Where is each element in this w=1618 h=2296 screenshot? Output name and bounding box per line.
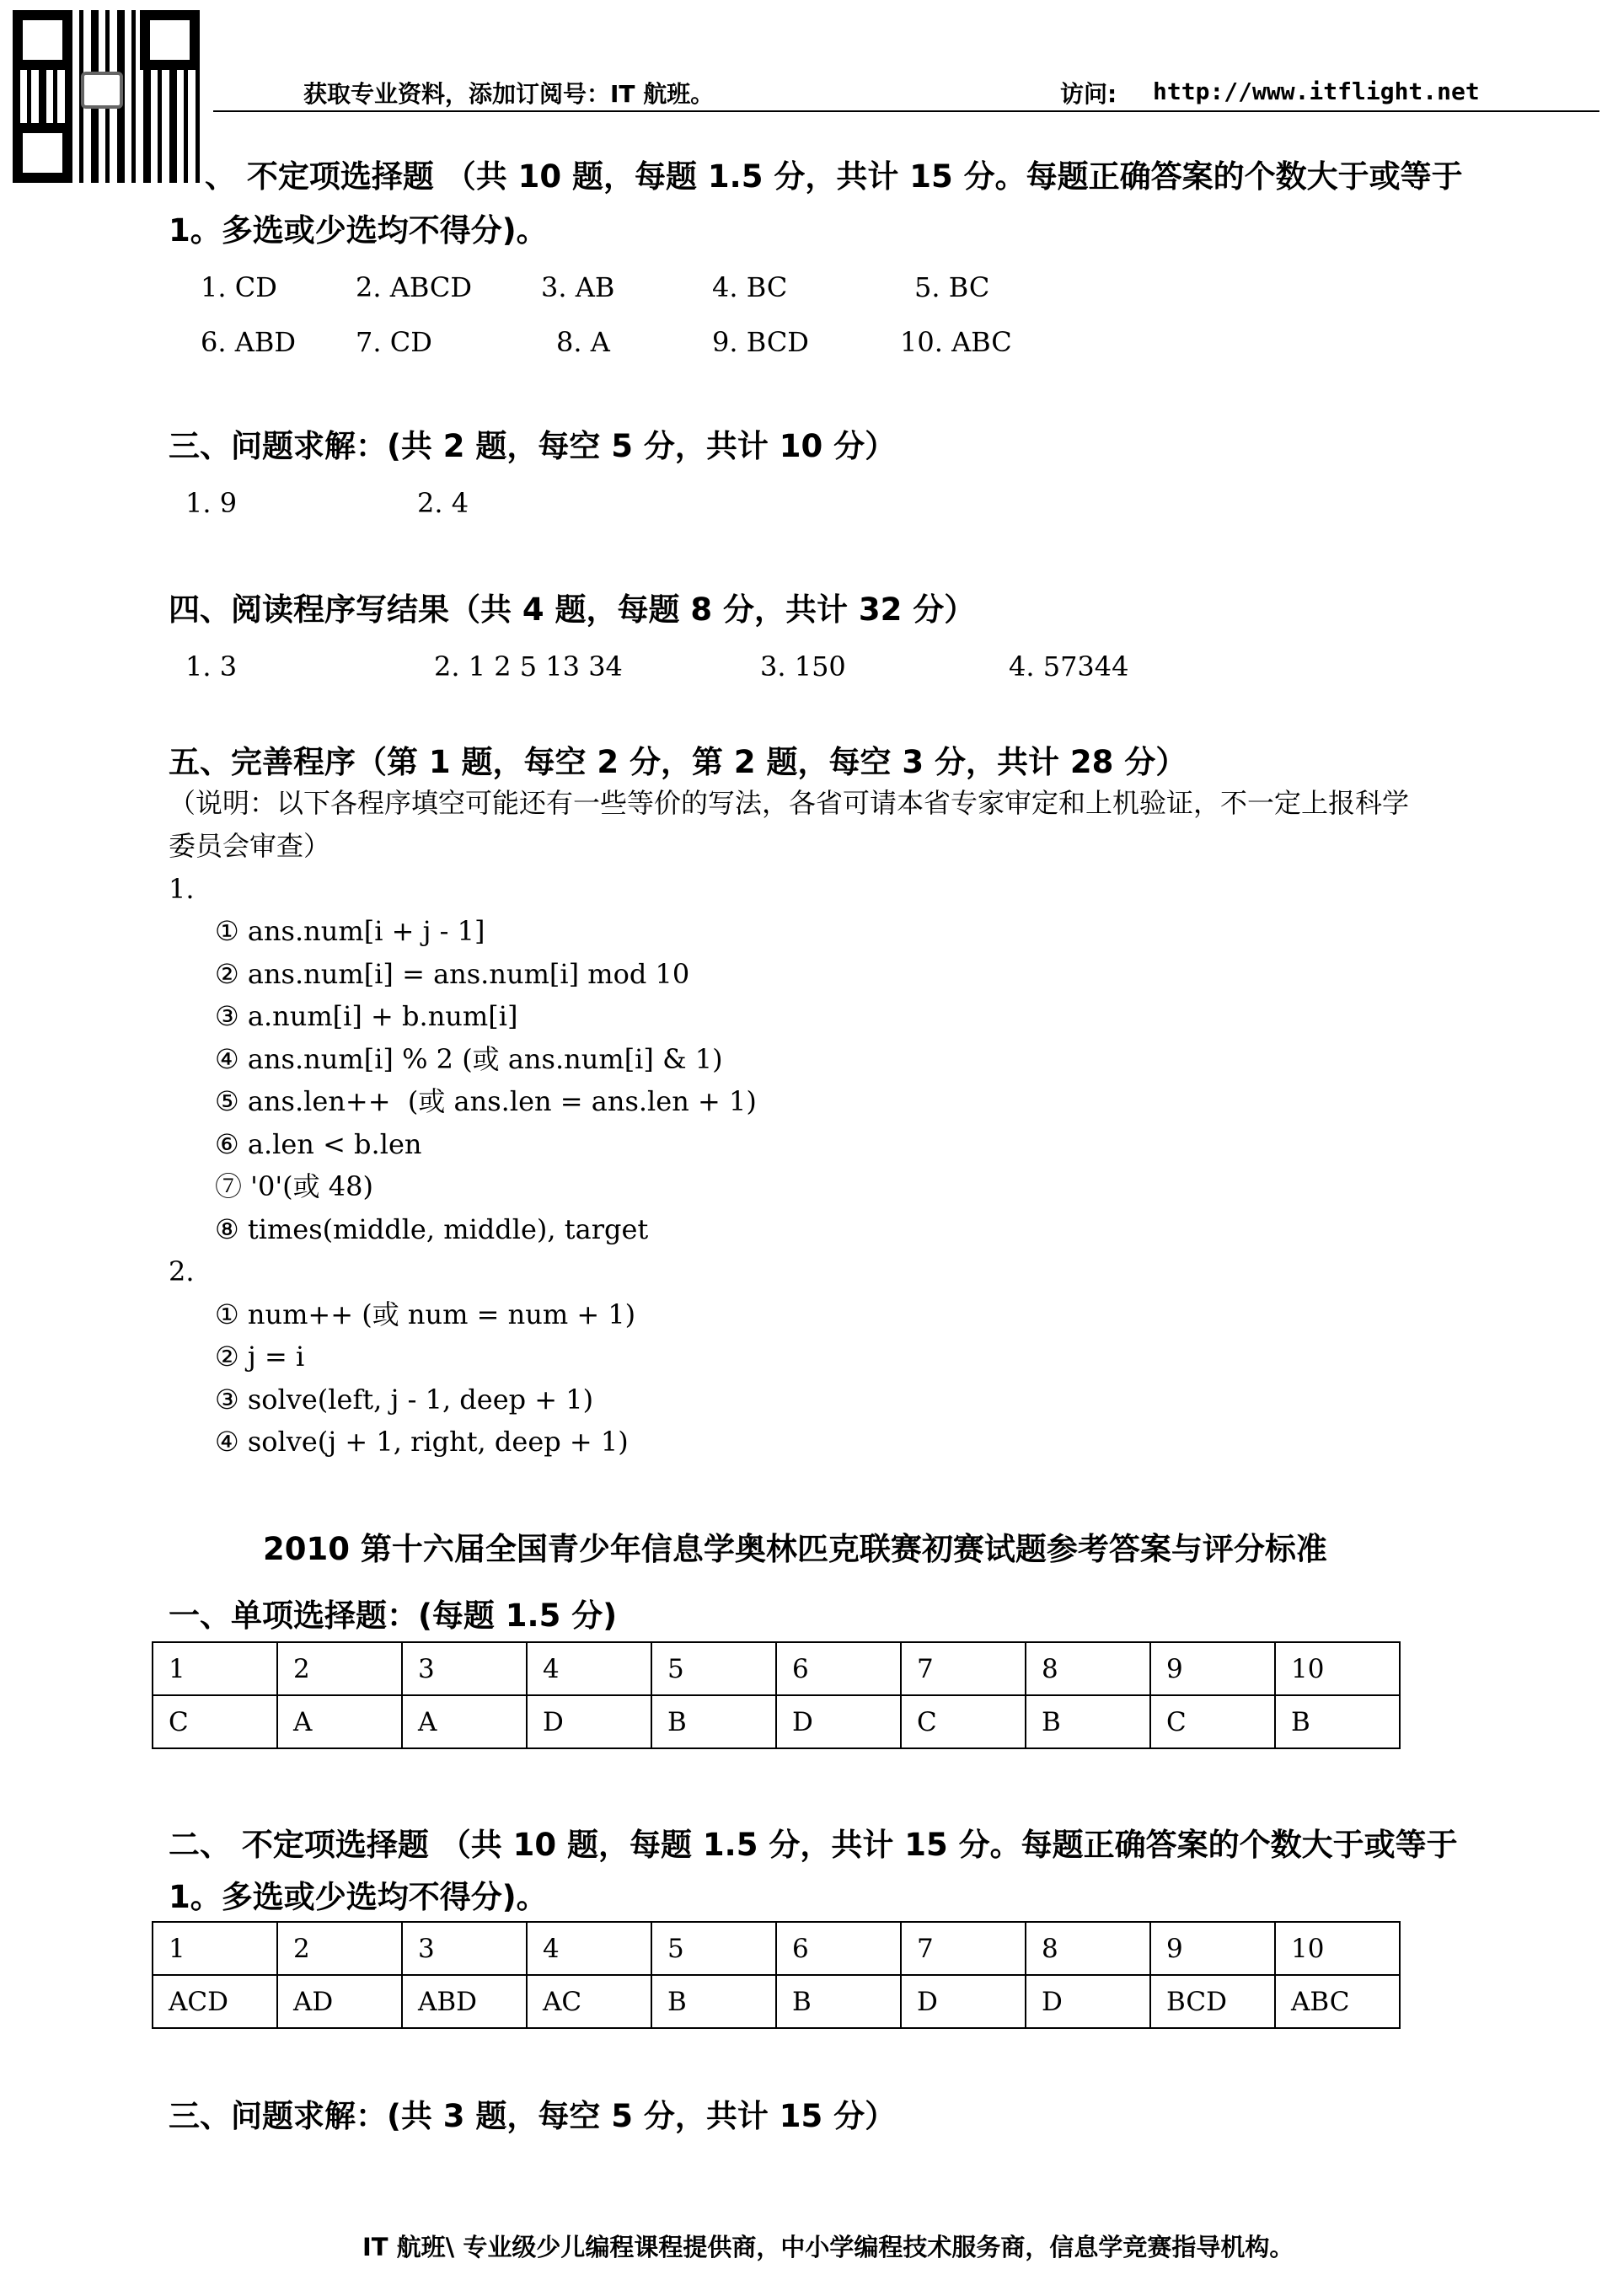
table-cell: ABC bbox=[1275, 1975, 1400, 2028]
program-1-blank: ① ans.num[i + j - 1] bbox=[215, 915, 485, 947]
table-cell: B bbox=[651, 1975, 776, 2028]
table-cell: ACD bbox=[153, 1975, 277, 2028]
multi-choice-heading-line1: 二、 不定项选择题 （共 10 题，每题 1.5 分，共计 15 分。每题正确答案的个数大于或等于 bbox=[169, 1827, 1458, 1863]
table-cell: 3 bbox=[402, 1922, 527, 1975]
table-row bbox=[153, 1642, 1400, 1695]
table-cell: 10 bbox=[1275, 1642, 1400, 1695]
answer-item: 4. 57344 bbox=[1009, 650, 1129, 682]
table-cell: D bbox=[901, 1975, 1026, 2028]
table-cell: C bbox=[901, 1695, 1026, 1748]
table-cell: ABD bbox=[402, 1975, 527, 2028]
table-cell: 7 bbox=[901, 1922, 1026, 1975]
header-subscribe-text: 获取专业资料，添加订阅号：IT 航班。 bbox=[303, 80, 715, 108]
answer-item: 7. CD bbox=[356, 326, 432, 358]
table-cell: D bbox=[527, 1695, 651, 1748]
single-choice-heading: 一、单项选择题：(每题 1.5 分) bbox=[169, 1598, 618, 1634]
section-5-heading: 五、完善程序（第 1 题，每空 2 分，第 2 题，每空 3 分，共计 28 分） bbox=[169, 744, 1187, 780]
header-visit-label: 访问: bbox=[1060, 80, 1117, 108]
program-2-blank: ② j = i bbox=[215, 1341, 305, 1373]
program-2-blank: ① num++ (或 num = num + 1) bbox=[215, 1298, 636, 1330]
program-1-blank: ⑤ ans.len++ (或 ans.len = ans.len + 1) bbox=[215, 1085, 757, 1117]
problem-solving-heading: 三、问题求解：(共 3 题，每空 5 分，共计 15 分） bbox=[169, 2098, 897, 2134]
table-cell: B bbox=[651, 1695, 776, 1748]
header-url-link[interactable]: http://www.itflight.net bbox=[1153, 78, 1480, 105]
table-cell: D bbox=[776, 1695, 901, 1748]
answer-item: 1. 9 bbox=[185, 487, 238, 519]
table-row bbox=[153, 1975, 1400, 2028]
answer-item: 10. ABC bbox=[900, 326, 1012, 358]
table-cell: 5 bbox=[651, 1642, 776, 1695]
table-cell: BCD bbox=[1150, 1975, 1275, 2028]
table-cell: 1 bbox=[153, 1922, 277, 1975]
table-cell: B bbox=[776, 1975, 901, 2028]
table-row bbox=[153, 1695, 1400, 1748]
program-1-blank: ③ a.num[i] + b.num[i] bbox=[215, 1000, 518, 1032]
answer-item: 4. BC bbox=[712, 271, 788, 303]
program-1-blank: ② ans.num[i] = ans.num[i] mod 10 bbox=[215, 958, 690, 990]
program-1-blank: ⑧ times(middle, middle), target bbox=[215, 1213, 649, 1245]
answer-item: 9. BCD bbox=[712, 326, 809, 358]
answer-item: 3. AB bbox=[541, 271, 615, 303]
table-cell: 9 bbox=[1150, 1922, 1275, 1975]
program-1-label: 1. bbox=[169, 873, 195, 905]
single-choice-answer-table bbox=[152, 1641, 1401, 1749]
table-cell: 9 bbox=[1150, 1642, 1275, 1695]
table-cell: AC bbox=[527, 1975, 651, 2028]
answer-item: 2. ABCD bbox=[356, 271, 473, 303]
program-2-blank: ③ solve(left, j - 1, deep + 1) bbox=[215, 1383, 594, 1416]
section-5-note-line1: （说明：以下各程序填空可能还有一些等价的写法，各省可请本省专家审定和上机验证，不一定上报科学 bbox=[169, 787, 1410, 819]
table-cell: 1 bbox=[153, 1642, 277, 1695]
section-3-heading: 三、问题求解：(共 2 题，每空 5 分，共计 10 分） bbox=[169, 428, 897, 464]
table-cell: D bbox=[1026, 1975, 1150, 2028]
table-cell: 7 bbox=[901, 1642, 1026, 1695]
program-1-blank: ⑥ a.len < b.len bbox=[215, 1128, 422, 1160]
program-1-blank: ⑦ '0'(或 48) bbox=[215, 1170, 373, 1202]
header-divider bbox=[213, 110, 1599, 112]
section-2-heading-line1: 、 不定项选择题 （共 10 题，每题 1.5 分，共计 15 分。每题正确答案的个数大于或等于 bbox=[205, 158, 1463, 195]
program-1-blank: ④ ans.num[i] % 2 (或 ans.num[i] & 1) bbox=[215, 1043, 723, 1075]
answer-item: 6. ABD bbox=[201, 326, 296, 358]
section-2-heading-line2: 1。多选或少选均不得分)。 bbox=[169, 212, 548, 249]
table-cell: 6 bbox=[776, 1642, 901, 1695]
table-cell: 8 bbox=[1026, 1642, 1150, 1695]
section-4-heading: 四、阅读程序写结果（共 4 题，每题 8 分，共计 32 分） bbox=[169, 591, 976, 628]
table-cell: C bbox=[153, 1695, 277, 1748]
table-cell: B bbox=[1026, 1695, 1150, 1748]
multi-choice-heading-line2: 1。多选或少选均不得分)。 bbox=[169, 1879, 548, 1915]
answer-item: 1. CD bbox=[201, 271, 277, 303]
table-cell: 5 bbox=[651, 1922, 776, 1975]
answer-item: 2. 1 2 5 13 34 bbox=[434, 650, 623, 682]
program-2-blank: ④ solve(j + 1, right, deep + 1) bbox=[215, 1426, 629, 1458]
table-cell: A bbox=[402, 1695, 527, 1748]
answer-item: 2. 4 bbox=[417, 487, 469, 519]
table-cell: 2 bbox=[277, 1922, 402, 1975]
table-cell: C bbox=[1150, 1695, 1275, 1748]
multi-choice-answer-table bbox=[152, 1921, 1401, 2029]
table-cell: A bbox=[277, 1695, 402, 1748]
table-cell: 4 bbox=[527, 1642, 651, 1695]
table-cell: 8 bbox=[1026, 1922, 1150, 1975]
table-cell: 2 bbox=[277, 1642, 402, 1695]
table-cell: 6 bbox=[776, 1922, 901, 1975]
table-row bbox=[153, 1922, 1400, 1975]
answer-item: 5. BC bbox=[914, 271, 990, 303]
section-5-note-line2: 委员会审查） bbox=[169, 830, 331, 862]
table-cell: B bbox=[1275, 1695, 1400, 1748]
qr-logo-icon bbox=[81, 72, 123, 109]
program-2-label: 2. bbox=[169, 1255, 195, 1287]
table-cell: AD bbox=[277, 1975, 402, 2028]
table-cell: 10 bbox=[1275, 1922, 1400, 1975]
table-cell: 4 bbox=[527, 1922, 651, 1975]
answer-item: 8. A bbox=[556, 326, 610, 358]
answer-item: 3. 150 bbox=[760, 650, 846, 682]
table-cell: 3 bbox=[402, 1642, 527, 1695]
answer-item: 1. 3 bbox=[185, 650, 238, 682]
footer-text: IT 航班\ 专业级少儿编程课程提供商，中小学编程技术服务商，信息学竞赛指导机构。 bbox=[362, 2233, 1294, 2261]
document-title: 2010 第十六届全国青少年信息学奥林匹克联赛初赛试题参考答案与评分标准 bbox=[263, 1531, 1327, 1567]
